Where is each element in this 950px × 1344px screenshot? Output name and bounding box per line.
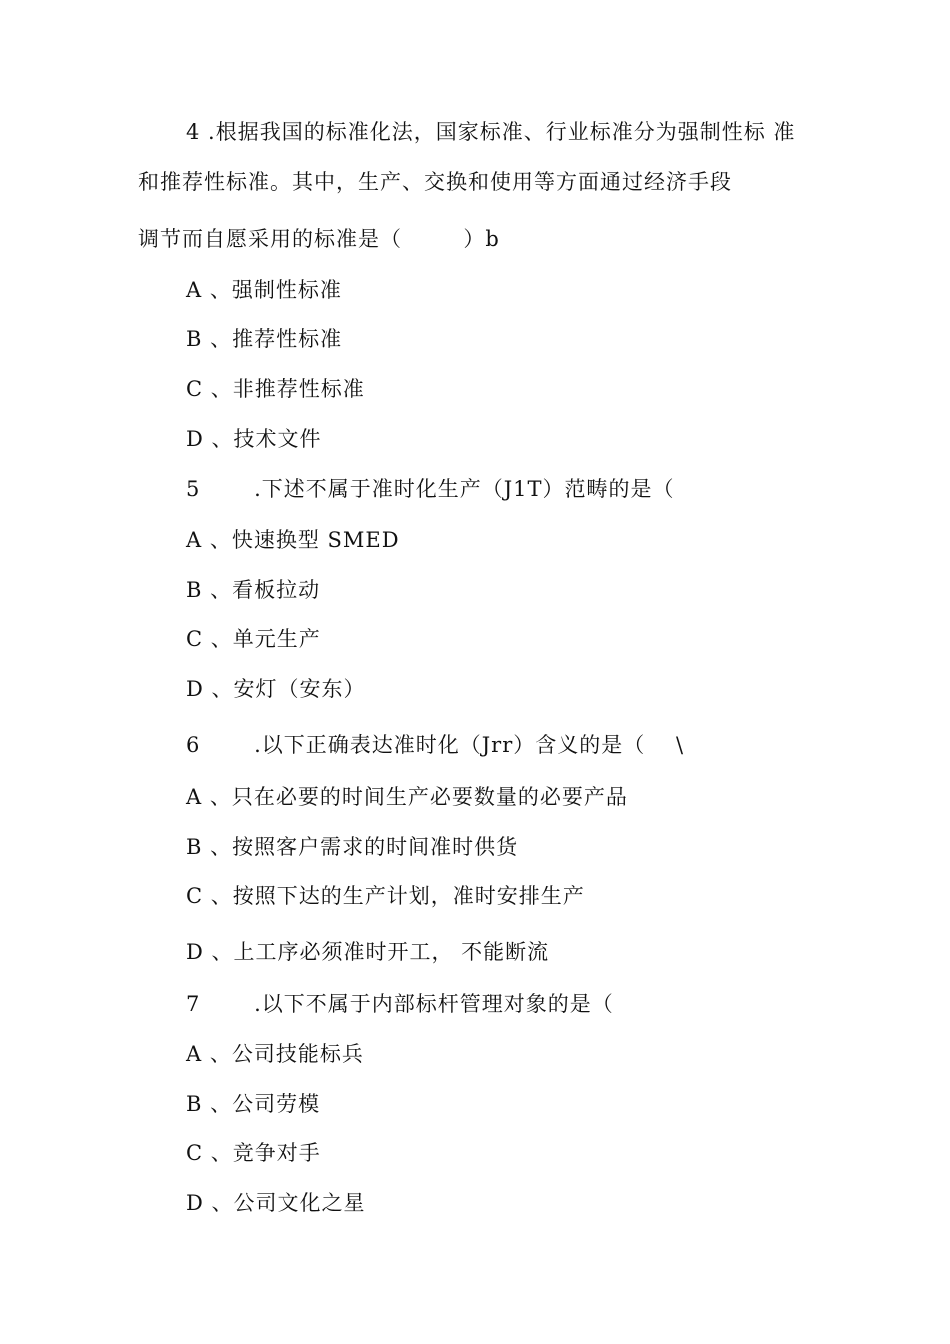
question-7-option-c: C 、竞争对手 [186,1141,321,1165]
question-6-option-d: D 、上工序必须准时开工， 不能断流 [186,940,550,964]
question-6-option-c: C 、按照下达的生产计划，准时安排生产 [186,884,585,908]
question-7-stem: 7 .以下不属于内部标杆管理对象的是（ [186,992,614,1016]
question-4-line-1: 4 .根据我国的标准化法，国家标准、行业标准分为强制性标 准 [186,120,796,144]
question-5-option-b: B 、看板拉动 [186,578,321,602]
question-6-option-a: A 、只在必要的时间生产必要数量的必要产品 [186,785,628,809]
question-7-option-d: D 、公司文化之星 [186,1191,366,1215]
question-6-stem: 6 .以下正确表达准时化（Jrr）含义的是（ \ [186,733,685,757]
question-7-option-a: A 、公司技能标兵 [186,1042,364,1066]
question-6-option-b: B 、按照客户需求的时间准时供货 [186,835,519,859]
question-5-option-c: C 、单元生产 [186,627,321,651]
question-4-line-2: 和推荐性标准。其中，生产、交换和使用等方面通过经济手段 [138,170,732,194]
question-5-option-d: D 、安灯（安东） [186,677,366,701]
question-5-stem: 5 .下述不属于准时化生产（J1T）范畴的是（ [186,477,675,501]
question-4-option-d: D 、技术文件 [186,427,322,451]
question-7-option-b: B 、公司劳模 [186,1092,321,1116]
question-4-line-3: 调节而自愿采用的标准是（ ）b [138,227,500,251]
question-4-option-a: A 、强制性标准 [186,278,342,302]
question-4-option-b: B 、推荐性标准 [186,327,343,351]
question-4-option-c: C 、非推荐性标准 [186,377,365,401]
question-5-option-a: A 、快速换型 SMED [186,528,400,552]
